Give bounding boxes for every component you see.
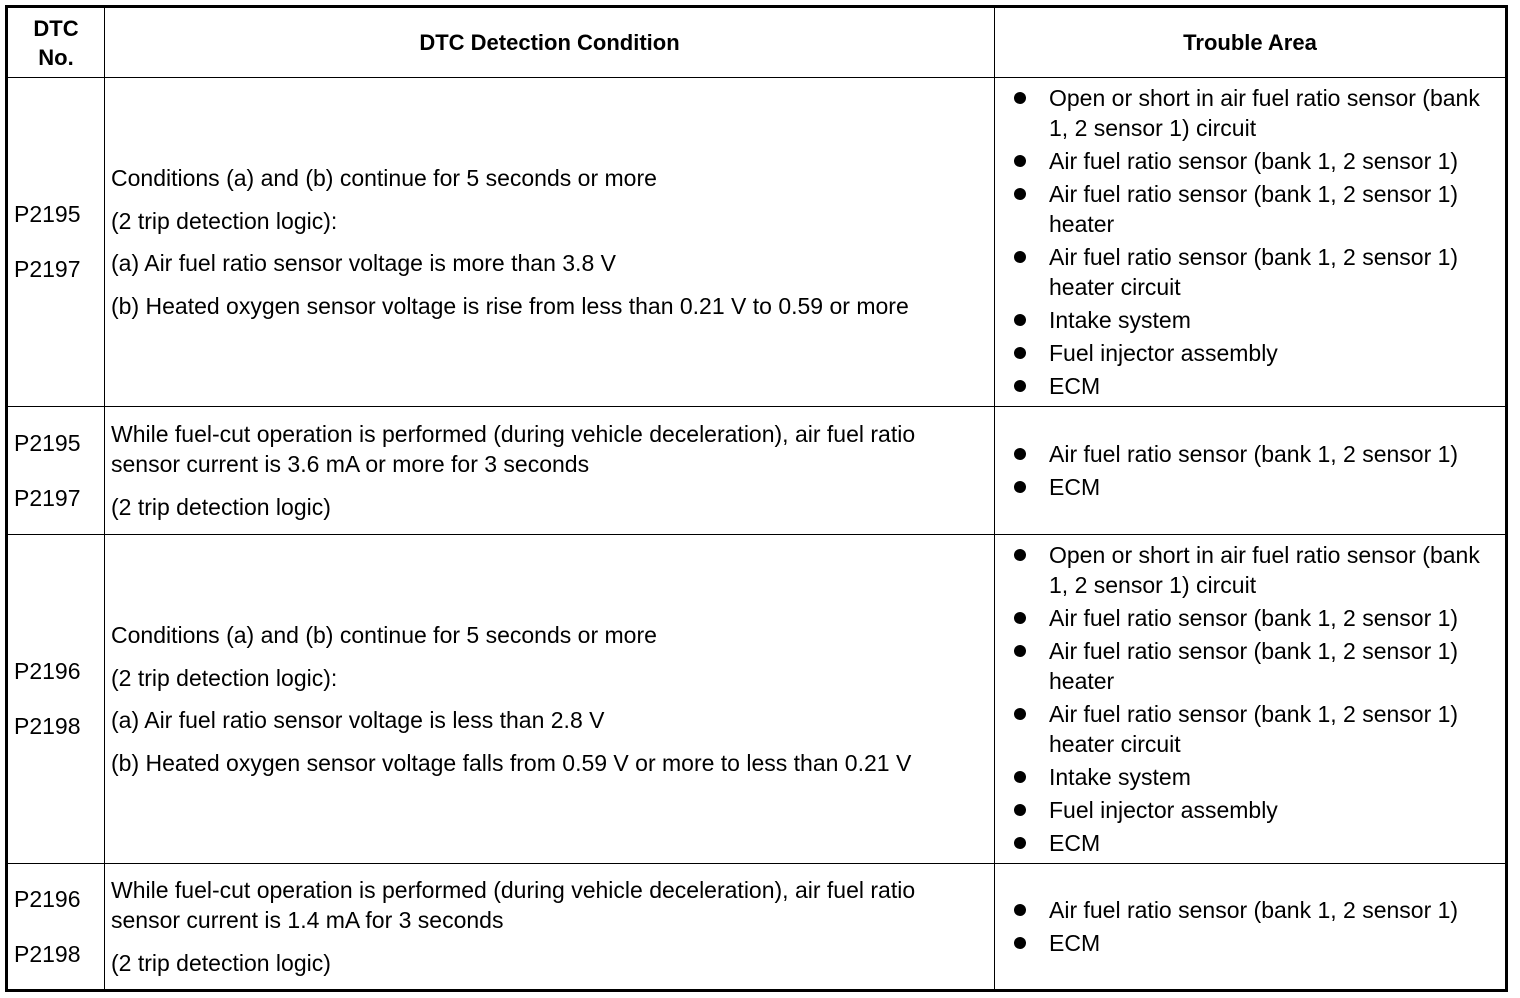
condition-text: (a) Air fuel ratio sensor voltage is more than 3.8 V [111, 250, 616, 277]
bullet-icon [1014, 481, 1026, 493]
list-item [1009, 305, 1499, 335]
condition-text: (2 trip detection logic) [111, 949, 331, 976]
header-dtc-no: DTC No. [7, 7, 105, 78]
list-item [1009, 895, 1499, 925]
bullet-icon [1014, 448, 1026, 460]
condition-text: (b) Heated oxygen sensor voltage falls from 0.59 V or more to less than 0.21 V [111, 749, 912, 776]
trouble-area-text: Air fuel ratio sensor (bank 1, 2 sensor 1) heater [1049, 638, 1459, 694]
condition-text: (b) Heated oxygen sensor voltage is rise from less than 0.21 V to 0.59 or more [111, 292, 909, 319]
list-item [1009, 371, 1499, 401]
bullet-icon [1014, 92, 1026, 104]
trouble-area-list [1009, 895, 1499, 958]
dtc-code-cell [7, 535, 105, 864]
trouble-area-text: Fuel injector assembly [1049, 797, 1278, 823]
dtc-code: P2197 [14, 484, 81, 511]
list-item [1009, 439, 1499, 469]
table-row [7, 407, 1507, 535]
dtc-code-cell [7, 864, 105, 991]
trouble-area-list [1009, 540, 1499, 858]
header-row [7, 7, 1507, 78]
bullet-icon [1014, 837, 1026, 849]
condition-cell [105, 78, 995, 407]
trouble-area-text: Air fuel ratio sensor (bank 1, 2 sensor 1) [1049, 441, 1459, 467]
trouble-area-text: ECM [1049, 373, 1101, 399]
condition-text: (2 trip detection logic): [111, 664, 338, 691]
table-row [7, 864, 1507, 991]
trouble-area-text: Open or short in air fuel ratio sensor (bank 1, 2 sensor 1) circuit [1049, 542, 1480, 598]
trouble-area-text: ECM [1049, 474, 1101, 500]
list-item [1009, 338, 1499, 368]
dtc-table [5, 5, 1508, 992]
trouble-area-cell [995, 407, 1507, 535]
trouble-area-list [1009, 83, 1499, 401]
condition-cell [105, 535, 995, 864]
trouble-area-text: Air fuel ratio sensor (bank 1, 2 sensor 1) heater circuit [1049, 701, 1459, 757]
table-row [7, 535, 1507, 864]
list-item [1009, 83, 1499, 143]
bullet-icon [1014, 251, 1026, 263]
list-item [1009, 603, 1499, 633]
dtc-code-cell [7, 78, 105, 407]
condition-text: While fuel-cut operation is performed (during vehicle deceleration), air fuel ratio sensor current is 3.6 mA or more for 3 seconds [111, 421, 916, 478]
header-condition: DTC Detection Condition [105, 7, 995, 78]
dtc-code: P2196 [14, 658, 81, 684]
trouble-area-text: Intake system [1049, 764, 1191, 790]
bullet-icon [1014, 155, 1026, 167]
condition-text: Conditions (a) and (b) continue for 5 seconds or more [111, 622, 657, 649]
trouble-area-text: ECM [1049, 830, 1101, 856]
list-item [1009, 242, 1499, 302]
trouble-area-cell [995, 864, 1507, 991]
bullet-icon [1014, 937, 1026, 949]
bullet-icon [1014, 188, 1026, 200]
trouble-area-text: Air fuel ratio sensor (bank 1, 2 sensor 1) heater circuit [1049, 244, 1459, 300]
bullet-icon [1014, 771, 1026, 783]
list-item [1009, 146, 1499, 176]
list-item [1009, 795, 1499, 825]
dtc-code: P2195 [14, 429, 81, 456]
list-item [1009, 179, 1499, 239]
trouble-area-list [1009, 439, 1499, 502]
bullet-icon [1014, 708, 1026, 720]
bullet-icon [1014, 549, 1026, 561]
trouble-area-text: Open or short in air fuel ratio sensor (bank 1, 2 sensor 1) circuit [1049, 85, 1480, 141]
dtc-code: P2196 [14, 885, 81, 912]
condition-text: Conditions (a) and (b) continue for 5 seconds or more [111, 165, 657, 192]
condition-text: (2 trip detection logic) [111, 493, 331, 520]
condition-cell [105, 407, 995, 535]
list-item [1009, 928, 1499, 958]
trouble-area-text: Air fuel ratio sensor (bank 1, 2 sensor 1) [1049, 897, 1459, 923]
dtc-code: P2198 [14, 940, 81, 967]
bullet-icon [1014, 645, 1026, 657]
bullet-icon [1014, 804, 1026, 816]
condition-text: While fuel-cut operation is performed (during vehicle deceleration), air fuel ratio sensor current is 1.4 mA for 3 seconds [111, 877, 916, 934]
list-item [1009, 762, 1499, 792]
condition-text: (a) Air fuel ratio sensor voltage is less than 2.8 V [111, 707, 605, 734]
trouble-area-cell [995, 78, 1507, 407]
dtc-code: P2195 [14, 201, 81, 227]
list-item [1009, 828, 1499, 858]
list-item [1009, 636, 1499, 696]
bullet-icon [1014, 347, 1026, 359]
header-trouble-area: Trouble Area [995, 7, 1507, 78]
trouble-area-text: Fuel injector assembly [1049, 340, 1278, 366]
table-row [7, 78, 1507, 407]
dtc-code: P2198 [14, 713, 81, 739]
trouble-area-text: Intake system [1049, 307, 1191, 333]
trouble-area-cell [995, 535, 1507, 864]
trouble-area-text: Air fuel ratio sensor (bank 1, 2 sensor 1) [1049, 605, 1459, 631]
dtc-code: P2197 [14, 256, 81, 282]
trouble-area-text: Air fuel ratio sensor (bank 1, 2 sensor 1) [1049, 148, 1459, 174]
bullet-icon [1014, 314, 1026, 326]
bullet-icon [1014, 904, 1026, 916]
trouble-area-text: Air fuel ratio sensor (bank 1, 2 sensor 1) heater [1049, 181, 1459, 237]
list-item [1009, 540, 1499, 600]
bullet-icon [1014, 380, 1026, 392]
dtc-code-cell [7, 407, 105, 535]
bullet-icon [1014, 612, 1026, 624]
list-item [1009, 699, 1499, 759]
trouble-area-text: ECM [1049, 930, 1101, 956]
list-item [1009, 472, 1499, 502]
condition-cell [105, 864, 995, 991]
condition-text: (2 trip detection logic): [111, 207, 338, 234]
